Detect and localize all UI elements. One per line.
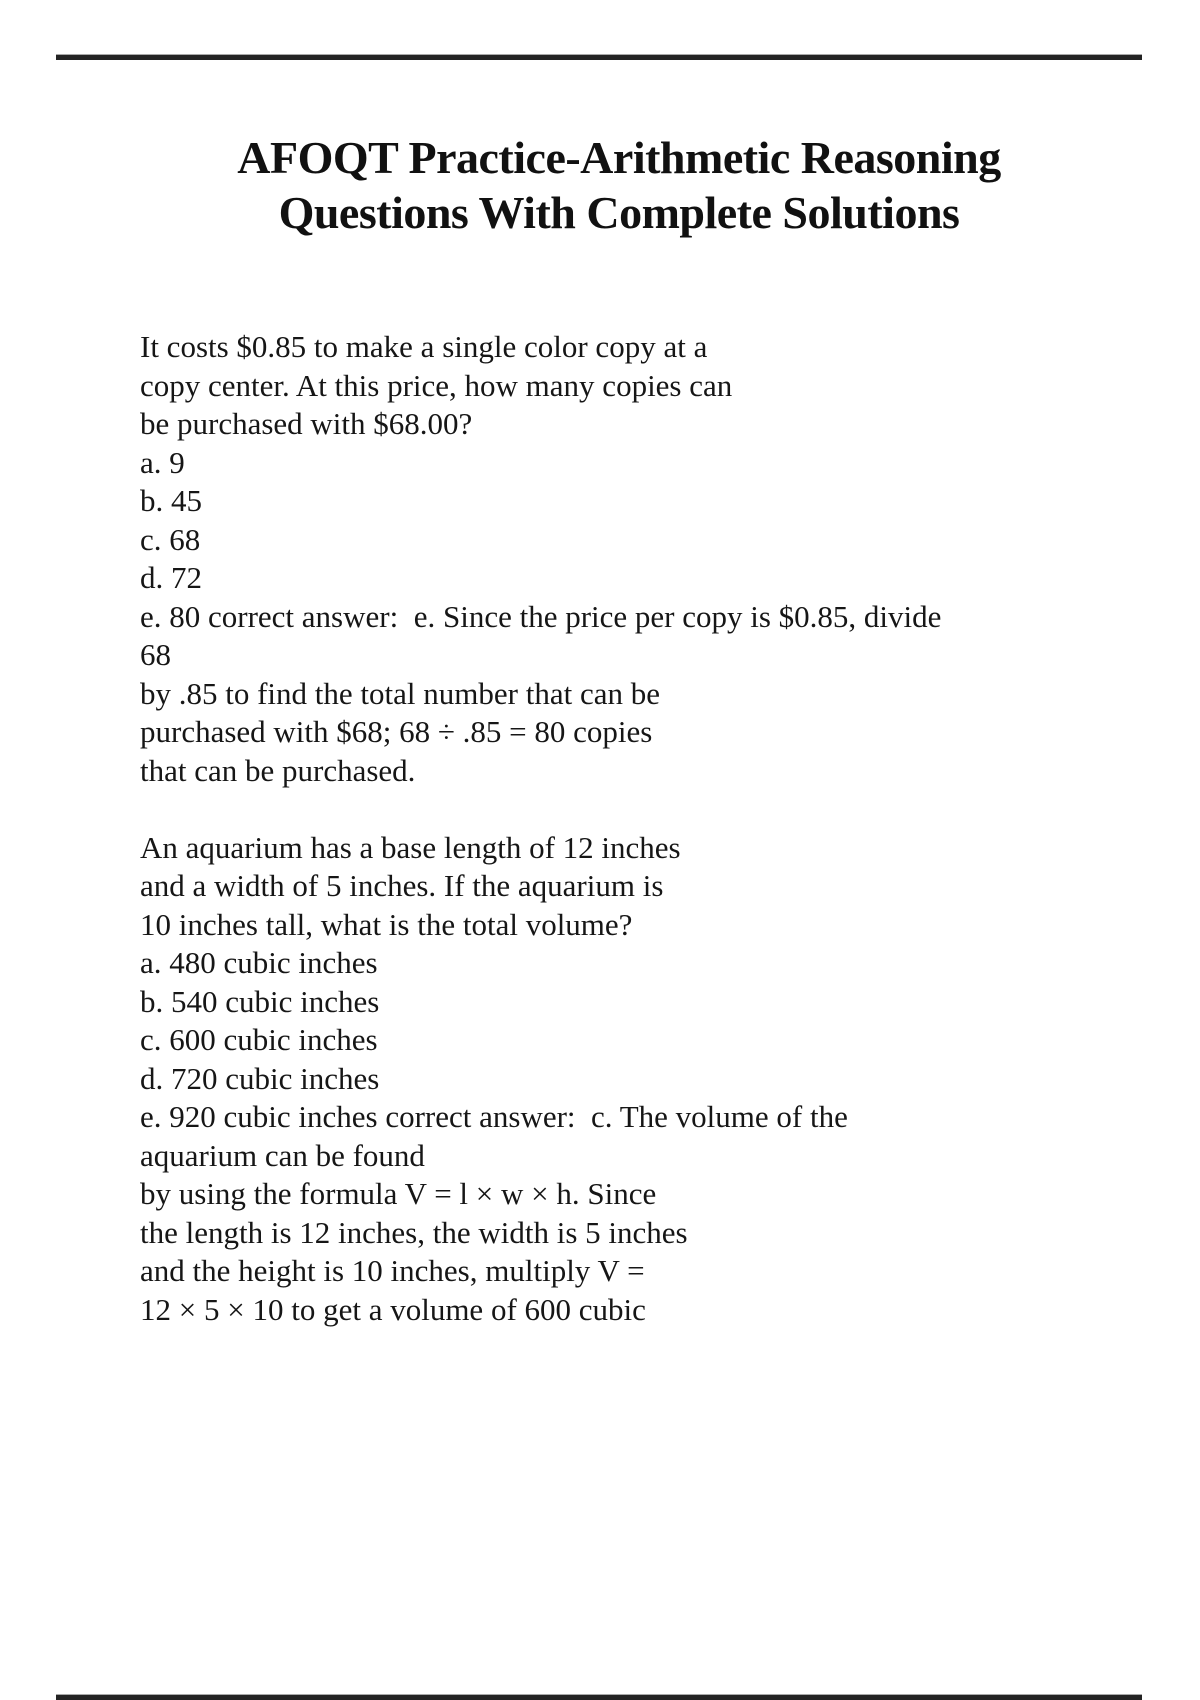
text-line: by .85 to find the total number that can be	[140, 675, 660, 711]
document-body	[140, 328, 1140, 1329]
text-line: and a width of 5 inches. If the aquarium is	[140, 868, 664, 903]
text-line: c. 600 cubic inches	[140, 1022, 378, 1057]
paragraph	[140, 829, 1140, 1330]
text-line: the length is 12 inches, the width is 5 inches	[140, 1214, 688, 1250]
text-line: a. 480 cubic inches	[140, 945, 378, 980]
text-line: purchased with $68; 68 ÷ .85 = 80 copies	[140, 714, 653, 749]
text-line: d. 720 cubic inches	[140, 1060, 380, 1096]
text-line: aquarium can be found	[140, 1137, 425, 1173]
page-title-line-1: AFOQT Practice-Arithmetic Reasoning	[237, 132, 1001, 183]
text-line: be purchased with $68.00?	[140, 406, 473, 441]
text-line: e. 920 cubic inches correct answer: c. The volume of the	[140, 1099, 848, 1134]
text-line: e. 80 correct answer: e. Since the price per copy is $0.85, divide	[140, 598, 942, 634]
text-line: copy center. At this price, how many copies can	[140, 367, 733, 403]
text-line: c. 68	[140, 521, 201, 557]
text-line: 12 × 5 × 10 to get a volume of 600 cubic	[140, 1291, 646, 1327]
text-line: b. 540 cubic inches	[140, 983, 380, 1019]
top-horizontal-rule	[56, 54, 1142, 60]
page-title-line-2: Questions With Complete Solutions	[278, 187, 960, 238]
text-line: that can be purchased.	[140, 752, 416, 788]
text-line: 10 inches tall, what is the total volume?	[140, 906, 633, 942]
text-line: a. 9	[140, 444, 185, 480]
paragraph	[140, 328, 1140, 790]
text-line: An aquarium has a base length of 12 inches	[140, 829, 681, 865]
text-line: d. 72	[140, 560, 202, 595]
text-line: It costs $0.85 to make a single color copy at a	[140, 329, 708, 364]
page-title	[0, 130, 1200, 240]
bottom-horizontal-rule	[56, 1694, 1142, 1700]
text-line: and the height is 10 inches, multiply V =	[140, 1253, 645, 1288]
text-line: b. 45	[140, 483, 202, 518]
text-line: 68	[140, 637, 171, 672]
text-line: by using the formula V = l × w × h. Since	[140, 1176, 657, 1211]
